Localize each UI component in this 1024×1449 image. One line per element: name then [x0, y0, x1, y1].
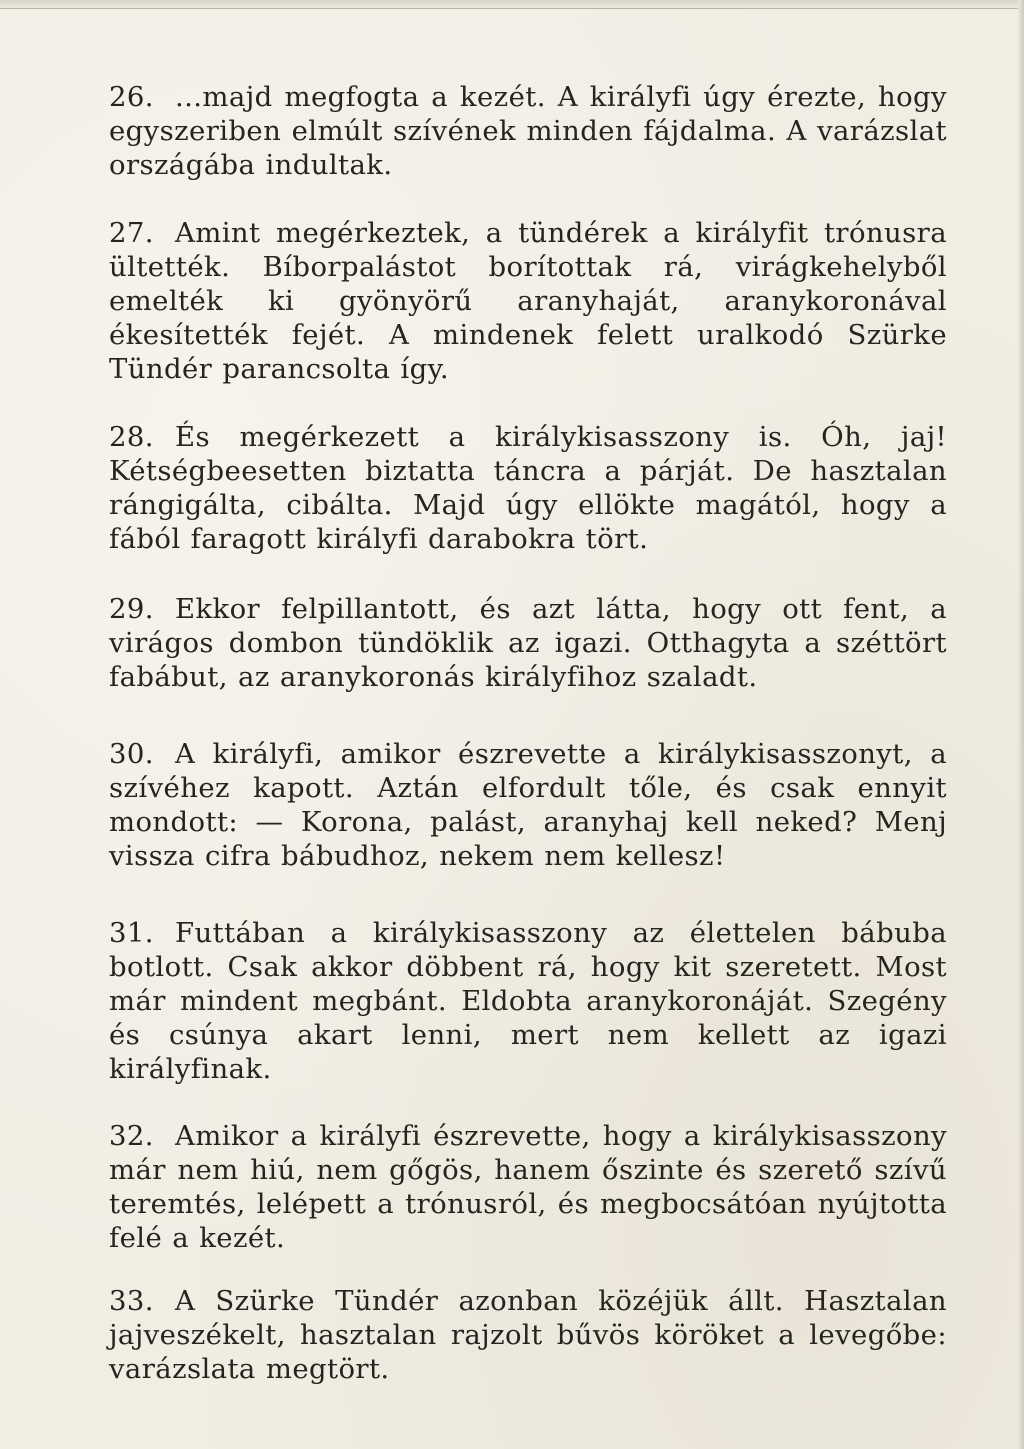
- paragraph-number: 30.: [109, 738, 154, 770]
- paragraph-text: Amikor a királyfi észrevette, hogy a királykisasszony már nem hiú, nem gőgös, hanem őszinte és szerető szívű teremtés, lelépett a trónusról, és megbocsátóan nyújtotta felé a kezét.: [109, 1120, 947, 1254]
- paragraph-number: 27.: [109, 217, 154, 249]
- paragraph-number: 31.: [109, 917, 154, 949]
- page-top-edge: [0, 0, 1024, 9]
- paragraph-33: [109, 1284, 947, 1386]
- paragraph-31: [109, 916, 947, 1086]
- paragraph-number: 29.: [109, 593, 154, 625]
- page-right-edge: [1018, 0, 1024, 1449]
- paragraph-30: [109, 737, 947, 873]
- paragraph-text: A Szürke Tündér azonban közéjük állt. Hasztalan jajveszékelt, hasztalan rajzolt bűvös köröket a levegőbe: varázslata megtört.: [109, 1285, 947, 1385]
- paragraph-27: [109, 216, 947, 386]
- paragraph-number: 32.: [109, 1120, 154, 1152]
- paragraph-number: 28.: [109, 421, 154, 453]
- paragraph-text: Amint megérkeztek, a tündérek a királyfit trónusra ültették. Bíborpalástot borítottak rá, virágkehelyből emelték ki gyönyörű aranyhaját, aranykoronával ékesítették fejét. A mindenek felett uralkodó Szürke Tündér parancsolta így.: [109, 217, 947, 385]
- paragraph-text: ...majd megfogta a kezét. A királyfi úgy érezte, hogy egyszeriben elmúlt szívének minden fájdalma. A varázslat országába indultak.: [109, 81, 947, 181]
- paragraph-26: [109, 80, 947, 182]
- paragraph-32: [109, 1119, 947, 1255]
- paragraph-number: 26.: [109, 81, 154, 113]
- paragraph-28: [109, 420, 947, 556]
- paragraph-text: Futtában a királykisasszony az élettelen bábuba botlott. Csak akkor döbbent rá, hogy kit szeretett. Most már mindent megbánt. Eldobta aranykoronáját. Szegény és csúnya akart lenni, mert nem kellett az igazi királyfinak.: [109, 917, 947, 1085]
- paragraph-29: [109, 592, 947, 694]
- paragraph-text: A királyfi, amikor észrevette a királykisasszonyt, a szívéhez kapott. Aztán elfordult tőle, és csak ennyit mondott: — Korona, palást, aranyhaj kell neked? Menj vissza cifra bábudhoz, nekem nem kellesz!: [109, 738, 947, 872]
- paragraph-text: És megérkezett a királykisasszony is. Óh, jaj! Kétségbeesetten biztatta táncra a párját. De hasztalan rángigálta, cibálta. Majd úgy ellökte magától, hogy a fából faragott királyfi darabokra tört.: [109, 421, 947, 555]
- paragraph-number: 33.: [109, 1285, 154, 1317]
- paragraph-text: Ekkor felpillantott, és azt látta, hogy ott fent, a virágos dombon tündöklik az igazi. Otthagyta a széttört fabábut, az aranykoronás királyfihoz szaladt.: [109, 593, 947, 693]
